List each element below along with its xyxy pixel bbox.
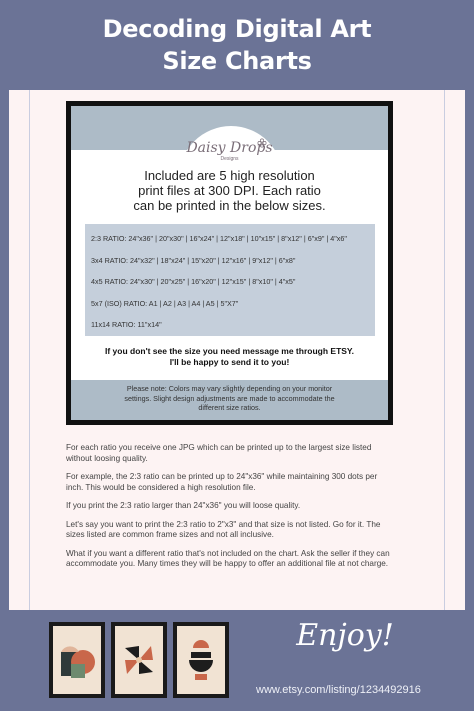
description-paragraph: What if you want a different ratio that's not included on the chart. Ask the seller if they can accommodate you. Many times they will be happy to offer an additional file at not charge. <box>66 548 390 568</box>
ratio-row-2x3: 2:3 RATIO: 24"x36" | 20"x30" | 16"x24" | 12"x18" | 10"x15" | 8"x12" | 6"x9" | 4"x6" <box>91 234 347 243</box>
art-print-1 <box>53 626 101 694</box>
listing-url[interactable]: www.etsy.com/listing/1234492916 <box>256 684 421 696</box>
size-chart-card <box>71 106 388 420</box>
art-print-thumbnail-2 <box>111 622 167 698</box>
art-print-3 <box>177 626 225 694</box>
enjoy-text: Enjoy! <box>296 618 394 653</box>
etsy-message <box>71 346 388 368</box>
description <box>66 443 396 578</box>
ratio-row-11x14: 11x14 RATIO: 11"x14" <box>91 320 162 329</box>
note-line: settings. Slight design adjustments are made to accommodate the <box>124 393 335 403</box>
color-note <box>71 380 388 420</box>
description-paragraph: For example, the 2:3 ratio can be printed up to 24"x36" while maintaining 300 dots per inch. This would be considered a high resolution file. <box>66 472 378 492</box>
ratio-sizes-box <box>85 224 375 336</box>
abstract-art-image <box>53 626 101 694</box>
page-header <box>0 0 474 90</box>
description-paragraph: For each ratio you receive one JPG which can be printed up to the largest size listed without loosing quality. <box>66 443 372 463</box>
description-paragraph: If you print the 2:3 ratio larger than 24"x36" you will loose quality. <box>66 501 301 510</box>
message-line: I'll be happy to send it to you! <box>169 357 290 367</box>
ratio-row-4x5: 4x5 RATIO: 24"x30" | 20"x25" | 16"x20" | 12"x15" | 8"x10" | 4"x5" <box>91 277 296 286</box>
included-line: can be printed in the below sizes. <box>133 198 326 213</box>
flower-icon <box>257 138 267 148</box>
size-chart-frame <box>66 101 393 425</box>
message-line: If you don't see the size you need message me through ETSY. <box>104 346 355 356</box>
page-title-line-1: Decoding Digital Art <box>102 15 372 43</box>
included-line: Included are 5 high resolution <box>144 168 315 183</box>
included-text <box>71 168 388 213</box>
page-title-line-2: Size Charts <box>162 47 312 75</box>
ratio-row-3x4: 3x4 RATIO: 24"x32" | 18"x24" | 15"x20" | 12"x16" | 9"x12" | 6"x8" <box>91 255 296 265</box>
note-line: different size ratios. <box>198 403 261 412</box>
description-paragraph: Let's say you want to print the 2:3 ratio to 2"x3" and that size is not listed. Go for it. The sizes listed are common frame sizes and not all inclusive. <box>66 519 381 539</box>
abstract-art-image <box>177 626 225 694</box>
included-line: print files at 300 DPI. Each ratio <box>138 183 321 198</box>
art-print-2 <box>115 626 163 694</box>
art-print-thumbnail-1 <box>49 622 105 698</box>
art-print-thumbnail-3 <box>173 622 229 698</box>
abstract-art-image <box>115 626 163 694</box>
ratio-row-5x7: 5x7 (ISO) RATIO: A1 | A2 | A3 | A4 | A5 | 5"X7" <box>91 298 239 308</box>
logo-name: Daisy Drops <box>186 140 273 156</box>
note-line: Please note: Colors may vary slightly depending on your monitor <box>126 384 333 393</box>
logo-subtitle: Designs <box>220 156 239 162</box>
